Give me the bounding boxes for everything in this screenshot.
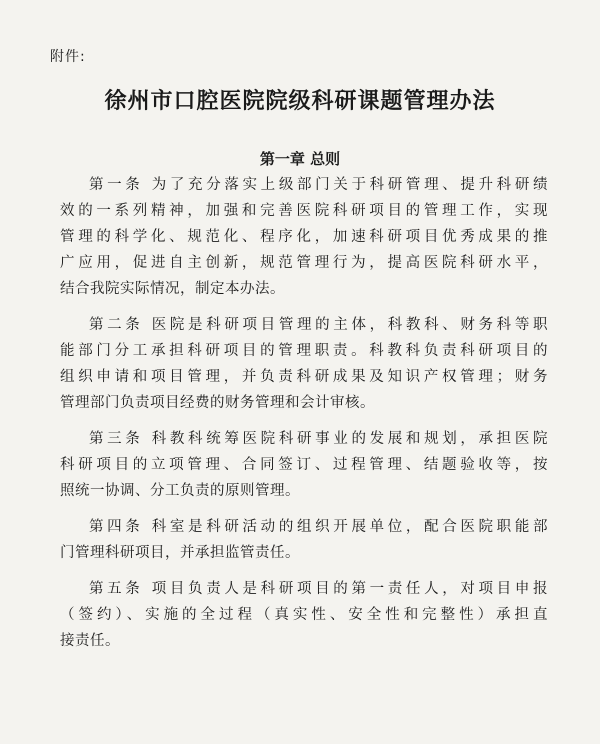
text-line: 第五条 项目负责人是科研项目的第一责任人，对项目申报	[89, 581, 548, 597]
text-line: 广应用，促进自主创新，规范管理行为，提高医院科研水平，	[60, 255, 548, 271]
text-line: 管理的科学化、规范化、程序化，加速科研项目优秀成果的推	[60, 229, 548, 245]
text-line: 第四条 科室是科研活动的组织开展单位，配合医院职能部	[89, 519, 548, 535]
article-4	[60, 514, 548, 566]
document-title: 徐州市口腔医院院级科研课题管理办法	[104, 88, 496, 114]
document-body	[60, 172, 548, 664]
chapter-heading: 第一章 总则	[259, 150, 341, 168]
text-line: 结合我院实际情况，制定本办法。	[60, 281, 285, 297]
text-line: 效的一系列精神，加强和完善医院科研项目的管理工作，实现	[60, 203, 548, 219]
article-3	[60, 426, 548, 504]
text-line: （签约）、实施的全过程（真实性、安全性和完整性）承担直	[60, 607, 548, 623]
text-line: 能部门分工承担科研项目的管理职责。科教科负责科研项目的	[60, 343, 548, 359]
article-5	[60, 576, 548, 654]
text-line: 第三条 科教科统筹医院科研事业的发展和规划，承担医院	[89, 431, 548, 447]
text-line: 第一条 为了充分落实上级部门关于科研管理、提升科研绩	[89, 177, 548, 193]
article-1	[60, 172, 548, 302]
attachment-label: 附件:	[50, 49, 86, 65]
text-line: 接责任。	[60, 633, 120, 649]
article-2	[60, 312, 548, 416]
text-line: 科研项目的立项管理、合同签订、过程管理、结题验收等，按	[60, 457, 548, 473]
text-line: 照统一协调、分工负责的原则管理。	[60, 483, 300, 499]
text-line: 第二条 医院是科研项目管理的主体，科教科、财务科等职	[89, 317, 548, 333]
text-line: 门管理科研项目，并承担监管责任。	[60, 545, 300, 561]
text-line: 管理部门负责项目经费的财务管理和会计审核。	[60, 395, 375, 411]
text-line: 组织申请和项目管理，并负责科研成果及知识产权管理；财务	[60, 369, 548, 385]
